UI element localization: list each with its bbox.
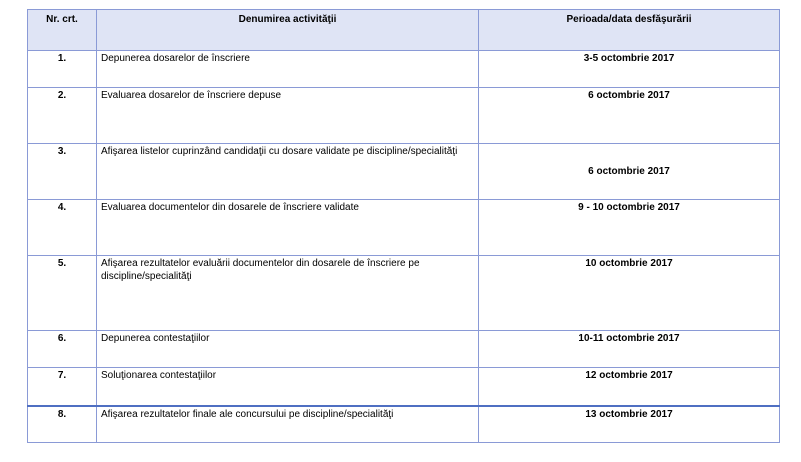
row-nr: 6.	[28, 331, 97, 368]
row-date: 6 octombrie 2017	[479, 144, 780, 200]
table-row	[28, 368, 780, 406]
header-activity: Denumirea activităţii	[97, 10, 479, 51]
row-activity: Afişarea listelor cuprinzând candidaţii cu dosare validate pe discipline/specialităţi	[97, 144, 479, 200]
schedule-table	[27, 9, 780, 443]
table-row	[28, 144, 780, 200]
header-nr: Nr. crt.	[28, 10, 97, 51]
row-date: 6 octombrie 2017	[479, 88, 780, 144]
row-activity: Soluţionarea contestaţiilor	[97, 368, 479, 406]
row-date: 10-11 octombrie 2017	[479, 331, 780, 368]
row-activity: Evaluarea dosarelor de înscriere depuse	[97, 88, 479, 144]
row-activity: Afişarea rezultatelor finale ale concursului pe discipline/specialităţi	[97, 406, 479, 443]
row-nr: 4.	[28, 200, 97, 256]
table-row	[28, 88, 780, 144]
row-nr: 8.	[28, 406, 97, 443]
row-date: 13 octombrie 2017	[479, 406, 780, 443]
table-row	[28, 200, 780, 256]
row-date: 3-5 octombrie 2017	[479, 51, 780, 88]
header-row	[28, 10, 780, 51]
table-row	[28, 406, 780, 443]
row-nr: 2.	[28, 88, 97, 144]
row-activity: Evaluarea documentelor din dosarele de înscriere validate	[97, 200, 479, 256]
table-row	[28, 256, 780, 331]
row-date: 10 octombrie 2017	[479, 256, 780, 331]
row-date: 12 octombrie 2017	[479, 368, 780, 406]
header-date: Perioada/data desfăşurării	[479, 10, 780, 51]
row-nr: 5.	[28, 256, 97, 331]
row-nr: 3.	[28, 144, 97, 200]
row-activity: Depunerea contestaţiilor	[97, 331, 479, 368]
row-activity: Depunerea dosarelor de înscriere	[97, 51, 479, 88]
row-date: 9 - 10 octombrie 2017	[479, 200, 780, 256]
row-nr: 7.	[28, 368, 97, 406]
table-row	[28, 331, 780, 368]
table-row	[28, 51, 780, 88]
row-activity: Afişarea rezultatelor evaluării documentelor din dosarele de înscriere pe discipline/specialităţi	[97, 256, 479, 331]
row-nr: 1.	[28, 51, 97, 88]
